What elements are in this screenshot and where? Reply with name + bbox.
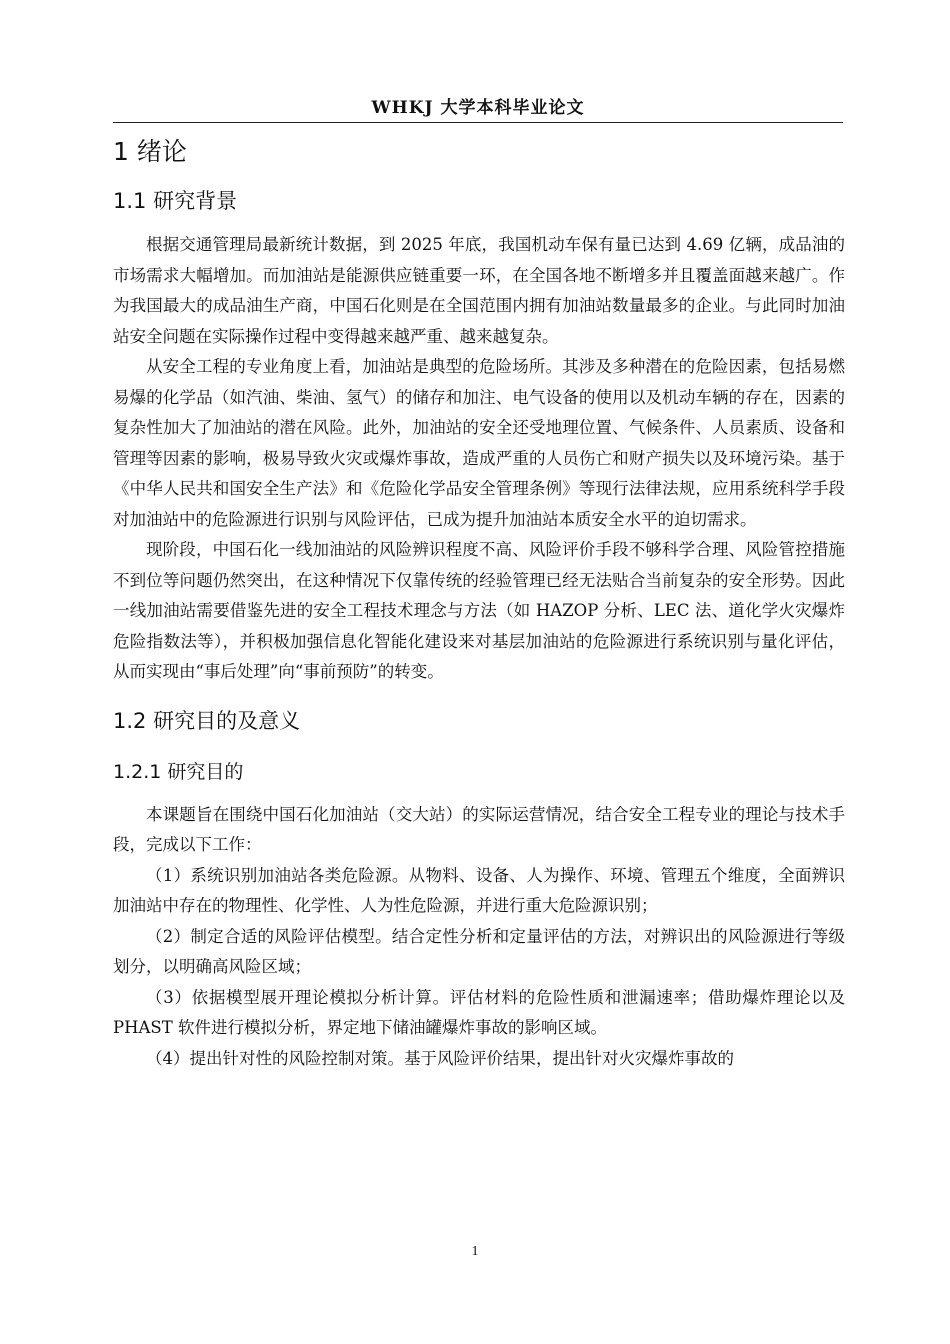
section-title-1-2-1: 1.2.1 研究目的 (113, 760, 244, 783)
page-header (113, 95, 843, 123)
section-title-1-1: 1.1 研究背景 (113, 189, 238, 213)
chapter-title: 1 绪论 (113, 137, 187, 166)
paragraph-3: 现阶段，中国石化一线加油站的风险辨识程度不高、风险评价手段不够科学合理、风险管控措施不到位等问题仍然突出，在这种情况下仅靠传统的经验管理已经无法贴合当前复杂的安全形势。因此一线加油站需要借鉴先进的安全工程技术理念与方法（如 HAZOP 分析、LEC 法、道化学火灾爆炸危险指数法等），并积极加强信息化智能化建设来对基层加油站的危险源进行系统识别与量化评估，从而实现由“事后处理”向“事前预防”的转变。 (113, 540, 845, 681)
list-item-3: （3）依据模型展开理论模拟分析计算。评估材料的危险性质和泄漏速率；借助爆炸理论以及 PHAST 软件进行模拟分析，界定地下储油罐爆炸事故的影响区域。 (113, 987, 845, 1037)
list-item-2: （2）制定合适的风险评估模型。结合定性分析和定量评估的方法，对辨识出的风险源进行等级划分，以明确高风险区域； (113, 926, 845, 976)
paragraph-intro: 本课题旨在围绕中国石化加油站（交大站）的实际运营情况，结合安全工程专业的理论与技术手段，完成以下工作： (113, 804, 845, 854)
header-title: WHKJ 大学本科毕业论文 (371, 98, 585, 118)
list-item-1: （1）系统识别加油站各类危险源。从物料、设备、人为操作、环境、管理五个维度，全面辨识加油站中存在的物理性、化学性、人为性危险源，并进行重大危险源识别； (113, 865, 845, 915)
section-title-1-2: 1.2 研究目的及意义 (113, 708, 301, 733)
list-item-4: （4）提出针对性的风险控制对策。基于风险评价结果，提出针对火灾爆炸事故的 (146, 1048, 734, 1068)
document-body (113, 128, 845, 1074)
paragraph-2: 从安全工程的专业角度上看，加油站是典型的危险场所。其涉及多种潜在的危险因素，包括易燃易爆的化学品（如汽油、柴油、氢气）的储存和加注、电气设备的使用以及机动车辆的存在，因素的复杂性加大了加油站的潜在风险。此外，加油站的安全还受地理位置、气候条件、人员素质、设备和管理等因素的影响，极易导致火灾或爆炸事故，造成严重的人员伤亡和财产损失以及环境污染。基于《中华人民共和国安全生产法》和《危险化学品安全管理条例》等现行法律法规，应用系统科学手段对加油站中的危险源进行识别与风险评估，已成为提升加油站本质安全水平的迫切需求。 (113, 357, 845, 529)
paragraph-1: 根据交通管理局最新统计数据，到 2025 年底，我国机动车保有量已达到 4.69 亿辆，成品油的市场需求大幅增加。而加油站是能源供应链重要一环，在全国各地不断增多并且覆盖面越来越广。作为我国最大的成品油生产商，中国石化则是在全国范围内拥有加油站数量最多的企业。与此同时加油站安全问题在实际操作过程中变得越来越严重、越来越复杂。 (113, 235, 845, 346)
page-number: 1 (471, 1244, 479, 1259)
